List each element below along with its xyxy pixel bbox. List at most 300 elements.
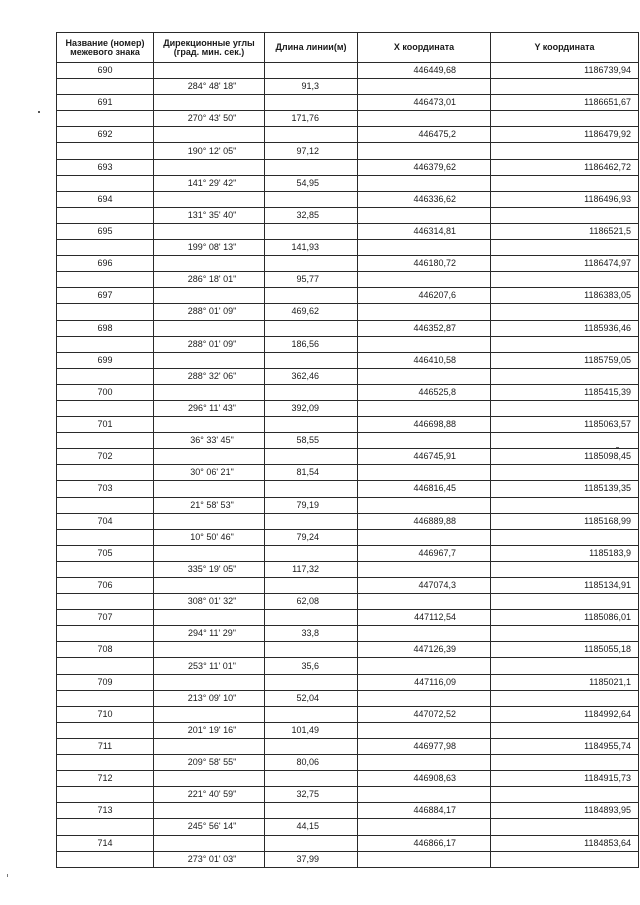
point-name: 711	[57, 738, 154, 754]
table-body	[57, 63, 639, 868]
point-name: 710	[57, 706, 154, 722]
point-row	[57, 288, 639, 304]
x-coordinate: 447112,54	[358, 610, 491, 626]
empty-cell	[57, 272, 154, 288]
y-coordinate: 1185086,01	[491, 610, 639, 626]
empty-cell	[358, 368, 491, 384]
empty-cell	[265, 481, 358, 497]
x-coordinate: 446866,17	[358, 835, 491, 851]
empty-cell	[57, 561, 154, 577]
empty-cell	[57, 690, 154, 706]
direction-angle: 253° 11' 01"	[154, 658, 265, 674]
segment-row	[57, 175, 639, 191]
empty-cell	[491, 304, 639, 320]
direction-angle: 131° 35' 40"	[154, 207, 265, 223]
direction-angle: 30° 06' 21"	[154, 465, 265, 481]
y-coordinate: 1186474,97	[491, 256, 639, 272]
segment-row	[57, 851, 639, 867]
empty-cell	[57, 497, 154, 513]
empty-cell	[491, 658, 639, 674]
empty-cell	[265, 384, 358, 400]
empty-cell	[358, 851, 491, 867]
empty-cell	[154, 256, 265, 272]
empty-cell	[491, 497, 639, 513]
empty-cell	[57, 755, 154, 771]
header-angle: Дирекционные углы (град. мин. сек.)	[154, 33, 265, 63]
point-name: 696	[57, 256, 154, 272]
x-coordinate: 446967,7	[358, 545, 491, 561]
boundary-points-table	[56, 32, 639, 868]
empty-cell	[154, 674, 265, 690]
point-row	[57, 578, 639, 594]
y-coordinate: 1186479,92	[491, 127, 639, 143]
x-coordinate: 446180,72	[358, 256, 491, 272]
direction-angle: 199° 08' 13"	[154, 240, 265, 256]
empty-cell	[358, 497, 491, 513]
y-coordinate: 1185936,46	[491, 320, 639, 336]
empty-cell	[358, 690, 491, 706]
direction-angle: 213° 09' 10"	[154, 690, 265, 706]
point-row	[57, 481, 639, 497]
direction-angle: 286° 18' 01"	[154, 272, 265, 288]
y-coordinate: 1185063,57	[491, 417, 639, 433]
point-row	[57, 706, 639, 722]
x-coordinate: 446473,01	[358, 95, 491, 111]
scan-speck	[616, 447, 619, 448]
empty-cell	[57, 433, 154, 449]
direction-angle: 335° 19' 05"	[154, 561, 265, 577]
point-row	[57, 610, 639, 626]
point-row	[57, 674, 639, 690]
line-length: 81,54	[265, 465, 358, 481]
empty-cell	[358, 111, 491, 127]
segment-row	[57, 594, 639, 610]
empty-cell	[358, 175, 491, 191]
segment-row	[57, 143, 639, 159]
segment-row	[57, 336, 639, 352]
line-length: 37,99	[265, 851, 358, 867]
y-coordinate: 1185759,05	[491, 352, 639, 368]
segment-row	[57, 819, 639, 835]
line-length: 79,24	[265, 529, 358, 545]
empty-cell	[57, 175, 154, 191]
line-length: 79,19	[265, 497, 358, 513]
empty-cell	[265, 127, 358, 143]
line-length: 97,12	[265, 143, 358, 159]
header-row	[57, 33, 639, 63]
line-length: 171,76	[265, 111, 358, 127]
point-name: 697	[57, 288, 154, 304]
empty-cell	[154, 127, 265, 143]
line-length: 101,49	[265, 722, 358, 738]
direction-angle: 288° 01' 09"	[154, 304, 265, 320]
empty-cell	[491, 626, 639, 642]
empty-cell	[57, 626, 154, 642]
empty-cell	[57, 240, 154, 256]
segment-row	[57, 368, 639, 384]
point-row	[57, 320, 639, 336]
point-row	[57, 771, 639, 787]
empty-cell	[491, 690, 639, 706]
direction-angle: 284° 48' 18"	[154, 79, 265, 95]
empty-cell	[154, 288, 265, 304]
empty-cell	[358, 240, 491, 256]
empty-cell	[265, 191, 358, 207]
boundary-coordinates-sheet	[56, 32, 638, 868]
y-coordinate: 1185183,9	[491, 545, 639, 561]
empty-cell	[57, 143, 154, 159]
x-coordinate: 446908,63	[358, 771, 491, 787]
empty-cell	[358, 336, 491, 352]
empty-cell	[265, 256, 358, 272]
empty-cell	[491, 851, 639, 867]
empty-cell	[265, 63, 358, 79]
empty-cell	[154, 803, 265, 819]
line-length: 91,3	[265, 79, 358, 95]
empty-cell	[491, 755, 639, 771]
x-coordinate: 447074,3	[358, 578, 491, 594]
empty-cell	[265, 159, 358, 175]
segment-row	[57, 272, 639, 288]
empty-cell	[154, 771, 265, 787]
empty-cell	[491, 529, 639, 545]
point-name: 706	[57, 578, 154, 594]
segment-row	[57, 722, 639, 738]
empty-cell	[358, 626, 491, 642]
empty-cell	[154, 320, 265, 336]
segment-row	[57, 497, 639, 513]
x-coordinate: 446745,91	[358, 449, 491, 465]
point-row	[57, 545, 639, 561]
x-coordinate: 446884,17	[358, 803, 491, 819]
segment-row	[57, 561, 639, 577]
empty-cell	[265, 738, 358, 754]
y-coordinate: 1185415,39	[491, 384, 639, 400]
empty-cell	[57, 400, 154, 416]
direction-angle: 21° 58' 53"	[154, 497, 265, 513]
empty-cell	[265, 674, 358, 690]
point-name: 705	[57, 545, 154, 561]
y-coordinate: 1186462,72	[491, 159, 639, 175]
segment-row	[57, 755, 639, 771]
segment-row	[57, 626, 639, 642]
point-name: 701	[57, 417, 154, 433]
empty-cell	[491, 819, 639, 835]
point-row	[57, 223, 639, 239]
direction-angle: 273° 01' 03"	[154, 851, 265, 867]
empty-cell	[154, 706, 265, 722]
empty-cell	[57, 79, 154, 95]
empty-cell	[154, 191, 265, 207]
direction-angle: 209° 58' 55"	[154, 755, 265, 771]
empty-cell	[491, 207, 639, 223]
empty-cell	[358, 465, 491, 481]
empty-cell	[358, 561, 491, 577]
empty-cell	[154, 513, 265, 529]
point-row	[57, 449, 639, 465]
line-length: 95,77	[265, 272, 358, 288]
x-coordinate: 446379,62	[358, 159, 491, 175]
point-row	[57, 352, 639, 368]
segment-row	[57, 787, 639, 803]
y-coordinate: 1185168,99	[491, 513, 639, 529]
empty-cell	[265, 803, 358, 819]
empty-cell	[491, 336, 639, 352]
point-name: 714	[57, 835, 154, 851]
segment-row	[57, 207, 639, 223]
empty-cell	[265, 95, 358, 111]
point-row	[57, 384, 639, 400]
x-coordinate: 446525,8	[358, 384, 491, 400]
point-name: 694	[57, 191, 154, 207]
empty-cell	[57, 368, 154, 384]
empty-cell	[491, 79, 639, 95]
point-row	[57, 191, 639, 207]
direction-angle: 308° 01' 32"	[154, 594, 265, 610]
point-name: 695	[57, 223, 154, 239]
line-length: 362,46	[265, 368, 358, 384]
empty-cell	[358, 79, 491, 95]
empty-cell	[358, 755, 491, 771]
point-name: 693	[57, 159, 154, 175]
x-coordinate: 447072,52	[358, 706, 491, 722]
x-coordinate: 446410,58	[358, 352, 491, 368]
empty-cell	[154, 835, 265, 851]
empty-cell	[154, 481, 265, 497]
point-row	[57, 642, 639, 658]
line-length: 186,56	[265, 336, 358, 352]
point-row	[57, 417, 639, 433]
empty-cell	[57, 851, 154, 867]
header-x: X координата	[358, 33, 491, 63]
header-length: Длина линии(м)	[265, 33, 358, 63]
line-length: 32,75	[265, 787, 358, 803]
empty-cell	[265, 771, 358, 787]
x-coordinate: 446207,6	[358, 288, 491, 304]
empty-cell	[57, 722, 154, 738]
point-name: 704	[57, 513, 154, 529]
point-name: 708	[57, 642, 154, 658]
line-length: 35,6	[265, 658, 358, 674]
empty-cell	[265, 449, 358, 465]
segment-row	[57, 304, 639, 320]
scan-speck	[7, 874, 8, 877]
line-length: 469,62	[265, 304, 358, 320]
point-name: 712	[57, 771, 154, 787]
table-header	[57, 33, 639, 63]
empty-cell	[57, 594, 154, 610]
empty-cell	[491, 465, 639, 481]
line-length: 33,8	[265, 626, 358, 642]
empty-cell	[358, 529, 491, 545]
y-coordinate: 1185139,35	[491, 481, 639, 497]
empty-cell	[265, 642, 358, 658]
point-row	[57, 513, 639, 529]
direction-angle: 294° 11' 29"	[154, 626, 265, 642]
point-row	[57, 835, 639, 851]
empty-cell	[57, 787, 154, 803]
x-coordinate: 446352,87	[358, 320, 491, 336]
segment-row	[57, 240, 639, 256]
x-coordinate: 446889,88	[358, 513, 491, 529]
empty-cell	[491, 143, 639, 159]
empty-cell	[57, 111, 154, 127]
empty-cell	[57, 207, 154, 223]
empty-cell	[154, 578, 265, 594]
segment-row	[57, 690, 639, 706]
empty-cell	[57, 336, 154, 352]
empty-cell	[358, 819, 491, 835]
x-coordinate: 446977,98	[358, 738, 491, 754]
empty-cell	[358, 304, 491, 320]
point-row	[57, 127, 639, 143]
empty-cell	[358, 400, 491, 416]
y-coordinate: 1184893,95	[491, 803, 639, 819]
empty-cell	[265, 513, 358, 529]
segment-row	[57, 400, 639, 416]
empty-cell	[265, 288, 358, 304]
empty-cell	[154, 223, 265, 239]
empty-cell	[265, 610, 358, 626]
direction-angle: 10° 50' 46"	[154, 529, 265, 545]
direction-angle: 190° 12' 05"	[154, 143, 265, 159]
empty-cell	[154, 417, 265, 433]
line-length: 392,09	[265, 400, 358, 416]
empty-cell	[154, 449, 265, 465]
direction-angle: 288° 01' 09"	[154, 336, 265, 352]
point-name: 690	[57, 63, 154, 79]
empty-cell	[154, 95, 265, 111]
x-coordinate: 446475,2	[358, 127, 491, 143]
x-coordinate: 447126,39	[358, 642, 491, 658]
line-length: 80,06	[265, 755, 358, 771]
point-row	[57, 256, 639, 272]
empty-cell	[57, 819, 154, 835]
empty-cell	[491, 175, 639, 191]
empty-cell	[358, 433, 491, 449]
empty-cell	[491, 400, 639, 416]
y-coordinate: 1186521,5	[491, 223, 639, 239]
x-coordinate: 446449,68	[358, 63, 491, 79]
line-length: 54,95	[265, 175, 358, 191]
empty-cell	[154, 159, 265, 175]
y-coordinate: 1186383,05	[491, 288, 639, 304]
empty-cell	[57, 658, 154, 674]
point-name: 699	[57, 352, 154, 368]
y-coordinate: 1184915,73	[491, 771, 639, 787]
empty-cell	[154, 63, 265, 79]
empty-cell	[57, 304, 154, 320]
line-length: 44,15	[265, 819, 358, 835]
empty-cell	[265, 223, 358, 239]
empty-cell	[265, 835, 358, 851]
empty-cell	[491, 368, 639, 384]
point-row	[57, 803, 639, 819]
segment-row	[57, 529, 639, 545]
line-length: 141,93	[265, 240, 358, 256]
x-coordinate: 446336,62	[358, 191, 491, 207]
point-name: 703	[57, 481, 154, 497]
empty-cell	[265, 417, 358, 433]
point-name: 692	[57, 127, 154, 143]
y-coordinate: 1186496,93	[491, 191, 639, 207]
empty-cell	[57, 465, 154, 481]
point-name: 707	[57, 610, 154, 626]
empty-cell	[358, 207, 491, 223]
empty-cell	[154, 738, 265, 754]
segment-row	[57, 465, 639, 481]
point-row	[57, 63, 639, 79]
y-coordinate: 1185021,1	[491, 674, 639, 690]
empty-cell	[57, 529, 154, 545]
empty-cell	[358, 272, 491, 288]
point-name: 702	[57, 449, 154, 465]
point-name: 700	[57, 384, 154, 400]
x-coordinate: 446314,81	[358, 223, 491, 239]
header-y: Y координата	[491, 33, 639, 63]
empty-cell	[491, 722, 639, 738]
y-coordinate: 1185098,45	[491, 449, 639, 465]
empty-cell	[154, 610, 265, 626]
direction-angle: 296° 11' 43"	[154, 400, 265, 416]
empty-cell	[265, 320, 358, 336]
direction-angle: 141° 29' 42"	[154, 175, 265, 191]
point-name: 691	[57, 95, 154, 111]
point-name: 713	[57, 803, 154, 819]
direction-angle: 288° 32' 06"	[154, 368, 265, 384]
y-coordinate: 1184853,64	[491, 835, 639, 851]
y-coordinate: 1184992,64	[491, 706, 639, 722]
segment-row	[57, 658, 639, 674]
empty-cell	[358, 722, 491, 738]
direction-angle: 221° 40' 59"	[154, 787, 265, 803]
empty-cell	[491, 111, 639, 127]
y-coordinate: 1185134,91	[491, 578, 639, 594]
point-row	[57, 159, 639, 175]
x-coordinate: 446698,88	[358, 417, 491, 433]
empty-cell	[154, 384, 265, 400]
x-coordinate: 447116,09	[358, 674, 491, 690]
empty-cell	[265, 706, 358, 722]
point-row	[57, 738, 639, 754]
direction-angle: 36° 33' 45"	[154, 433, 265, 449]
point-name: 698	[57, 320, 154, 336]
segment-row	[57, 111, 639, 127]
line-length: 52,04	[265, 690, 358, 706]
empty-cell	[265, 578, 358, 594]
empty-cell	[358, 658, 491, 674]
segment-row	[57, 79, 639, 95]
direction-angle: 201° 19' 16"	[154, 722, 265, 738]
line-length: 32,85	[265, 207, 358, 223]
empty-cell	[491, 561, 639, 577]
line-length: 58,55	[265, 433, 358, 449]
empty-cell	[154, 545, 265, 561]
y-coordinate: 1186651,67	[491, 95, 639, 111]
empty-cell	[491, 594, 639, 610]
empty-cell	[358, 787, 491, 803]
direction-angle: 270° 43' 50"	[154, 111, 265, 127]
scan-speck	[38, 111, 40, 113]
empty-cell	[491, 787, 639, 803]
point-name: 709	[57, 674, 154, 690]
empty-cell	[154, 642, 265, 658]
line-length: 117,32	[265, 561, 358, 577]
y-coordinate: 1186739,94	[491, 63, 639, 79]
y-coordinate: 1184955,74	[491, 738, 639, 754]
empty-cell	[265, 545, 358, 561]
empty-cell	[265, 352, 358, 368]
